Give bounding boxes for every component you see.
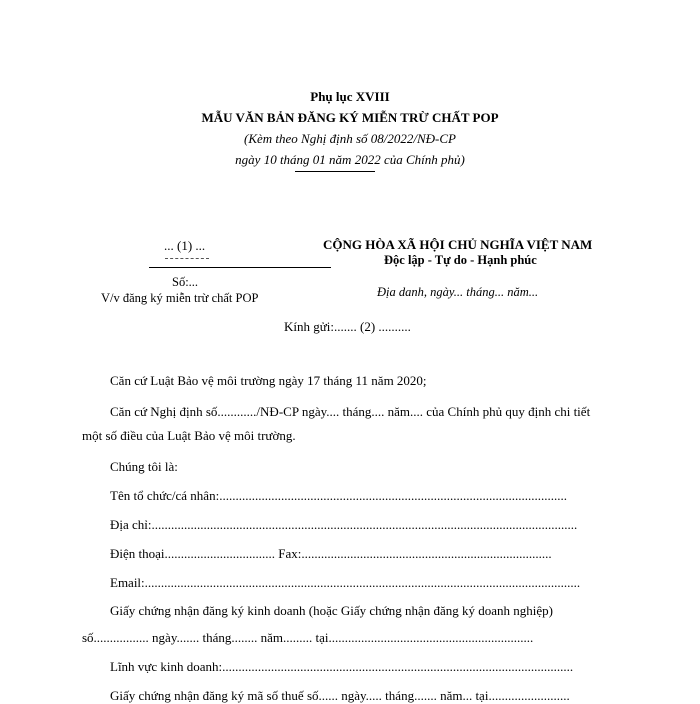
legal-basis-law: Căn cứ Luật Bảo vệ môi trường ngày 17 tháng 11 năm 2020; xyxy=(110,373,427,388)
we-are-label: Chúng tôi là: xyxy=(110,459,178,474)
legal-basis-decree-line2: một số điều của Luật Bảo vệ môi trường. xyxy=(82,428,296,443)
republic-name: CỘNG HÒA XÃ HỘI CHỦ NGHĨA VIỆT NAM xyxy=(323,237,593,252)
legal-basis-decree-line1: Căn cứ Nghị định số............/NĐ-CP ngày.... tháng.... năm.... của Chính phủ quy định chi tiết xyxy=(110,404,591,419)
decree-underline xyxy=(295,171,375,172)
place-and-date: Địa danh, ngày... tháng... năm... xyxy=(377,285,539,299)
tax-cert-field: Giấy chứng nhận đăng ký mã số thuế số...... ngày..... tháng....... năm... tại......................... xyxy=(110,688,570,703)
recipient-line: Kính gửi:....... (2) .......... xyxy=(284,319,411,334)
decree-reference-line2: ngày 10 tháng 01 năm 2022 của Chính phủ) xyxy=(235,152,465,167)
document-number: Số:... xyxy=(172,275,199,289)
business-cert-line2: số................. ngày....... tháng........ năm......... tại............................................................... xyxy=(82,630,534,645)
document-subject: V/v đăng ký miễn trừ chất POP xyxy=(101,291,259,305)
org-name-field: Tên tổ chức/cá nhân:........................................................................................................... xyxy=(110,488,567,503)
organization-placeholder: ... (1) ... xyxy=(164,238,206,253)
phone-fax-field: Điện thoại.................................. Fax:............................................................................. xyxy=(110,546,552,561)
appendix-label: Phụ lục XVIII xyxy=(310,89,390,104)
left-divider xyxy=(149,267,331,268)
national-motto: Độc lập - Tự do - Hạnh phúc xyxy=(384,253,537,267)
decree-reference-line1: (Kèm theo Nghị định số 08/2022/NĐ-CP xyxy=(244,131,456,146)
address-field: Địa chỉ:................................................................................................................................... xyxy=(110,517,578,532)
business-cert-line1: Giấy chứng nhận đăng ký kinh doanh (hoặc Giấy chứng nhận đăng ký doanh nghiệp) xyxy=(110,603,553,618)
email-field: Email:...................................................................................................................................... xyxy=(110,575,581,590)
business-field: Lĩnh vực kinh doanh:............................................................................................................ xyxy=(110,659,574,674)
org-dash-divider xyxy=(165,258,209,259)
document-title: MẪU VĂN BẢN ĐĂNG KÝ MIỄN TRỪ CHẤT POP xyxy=(201,110,499,125)
